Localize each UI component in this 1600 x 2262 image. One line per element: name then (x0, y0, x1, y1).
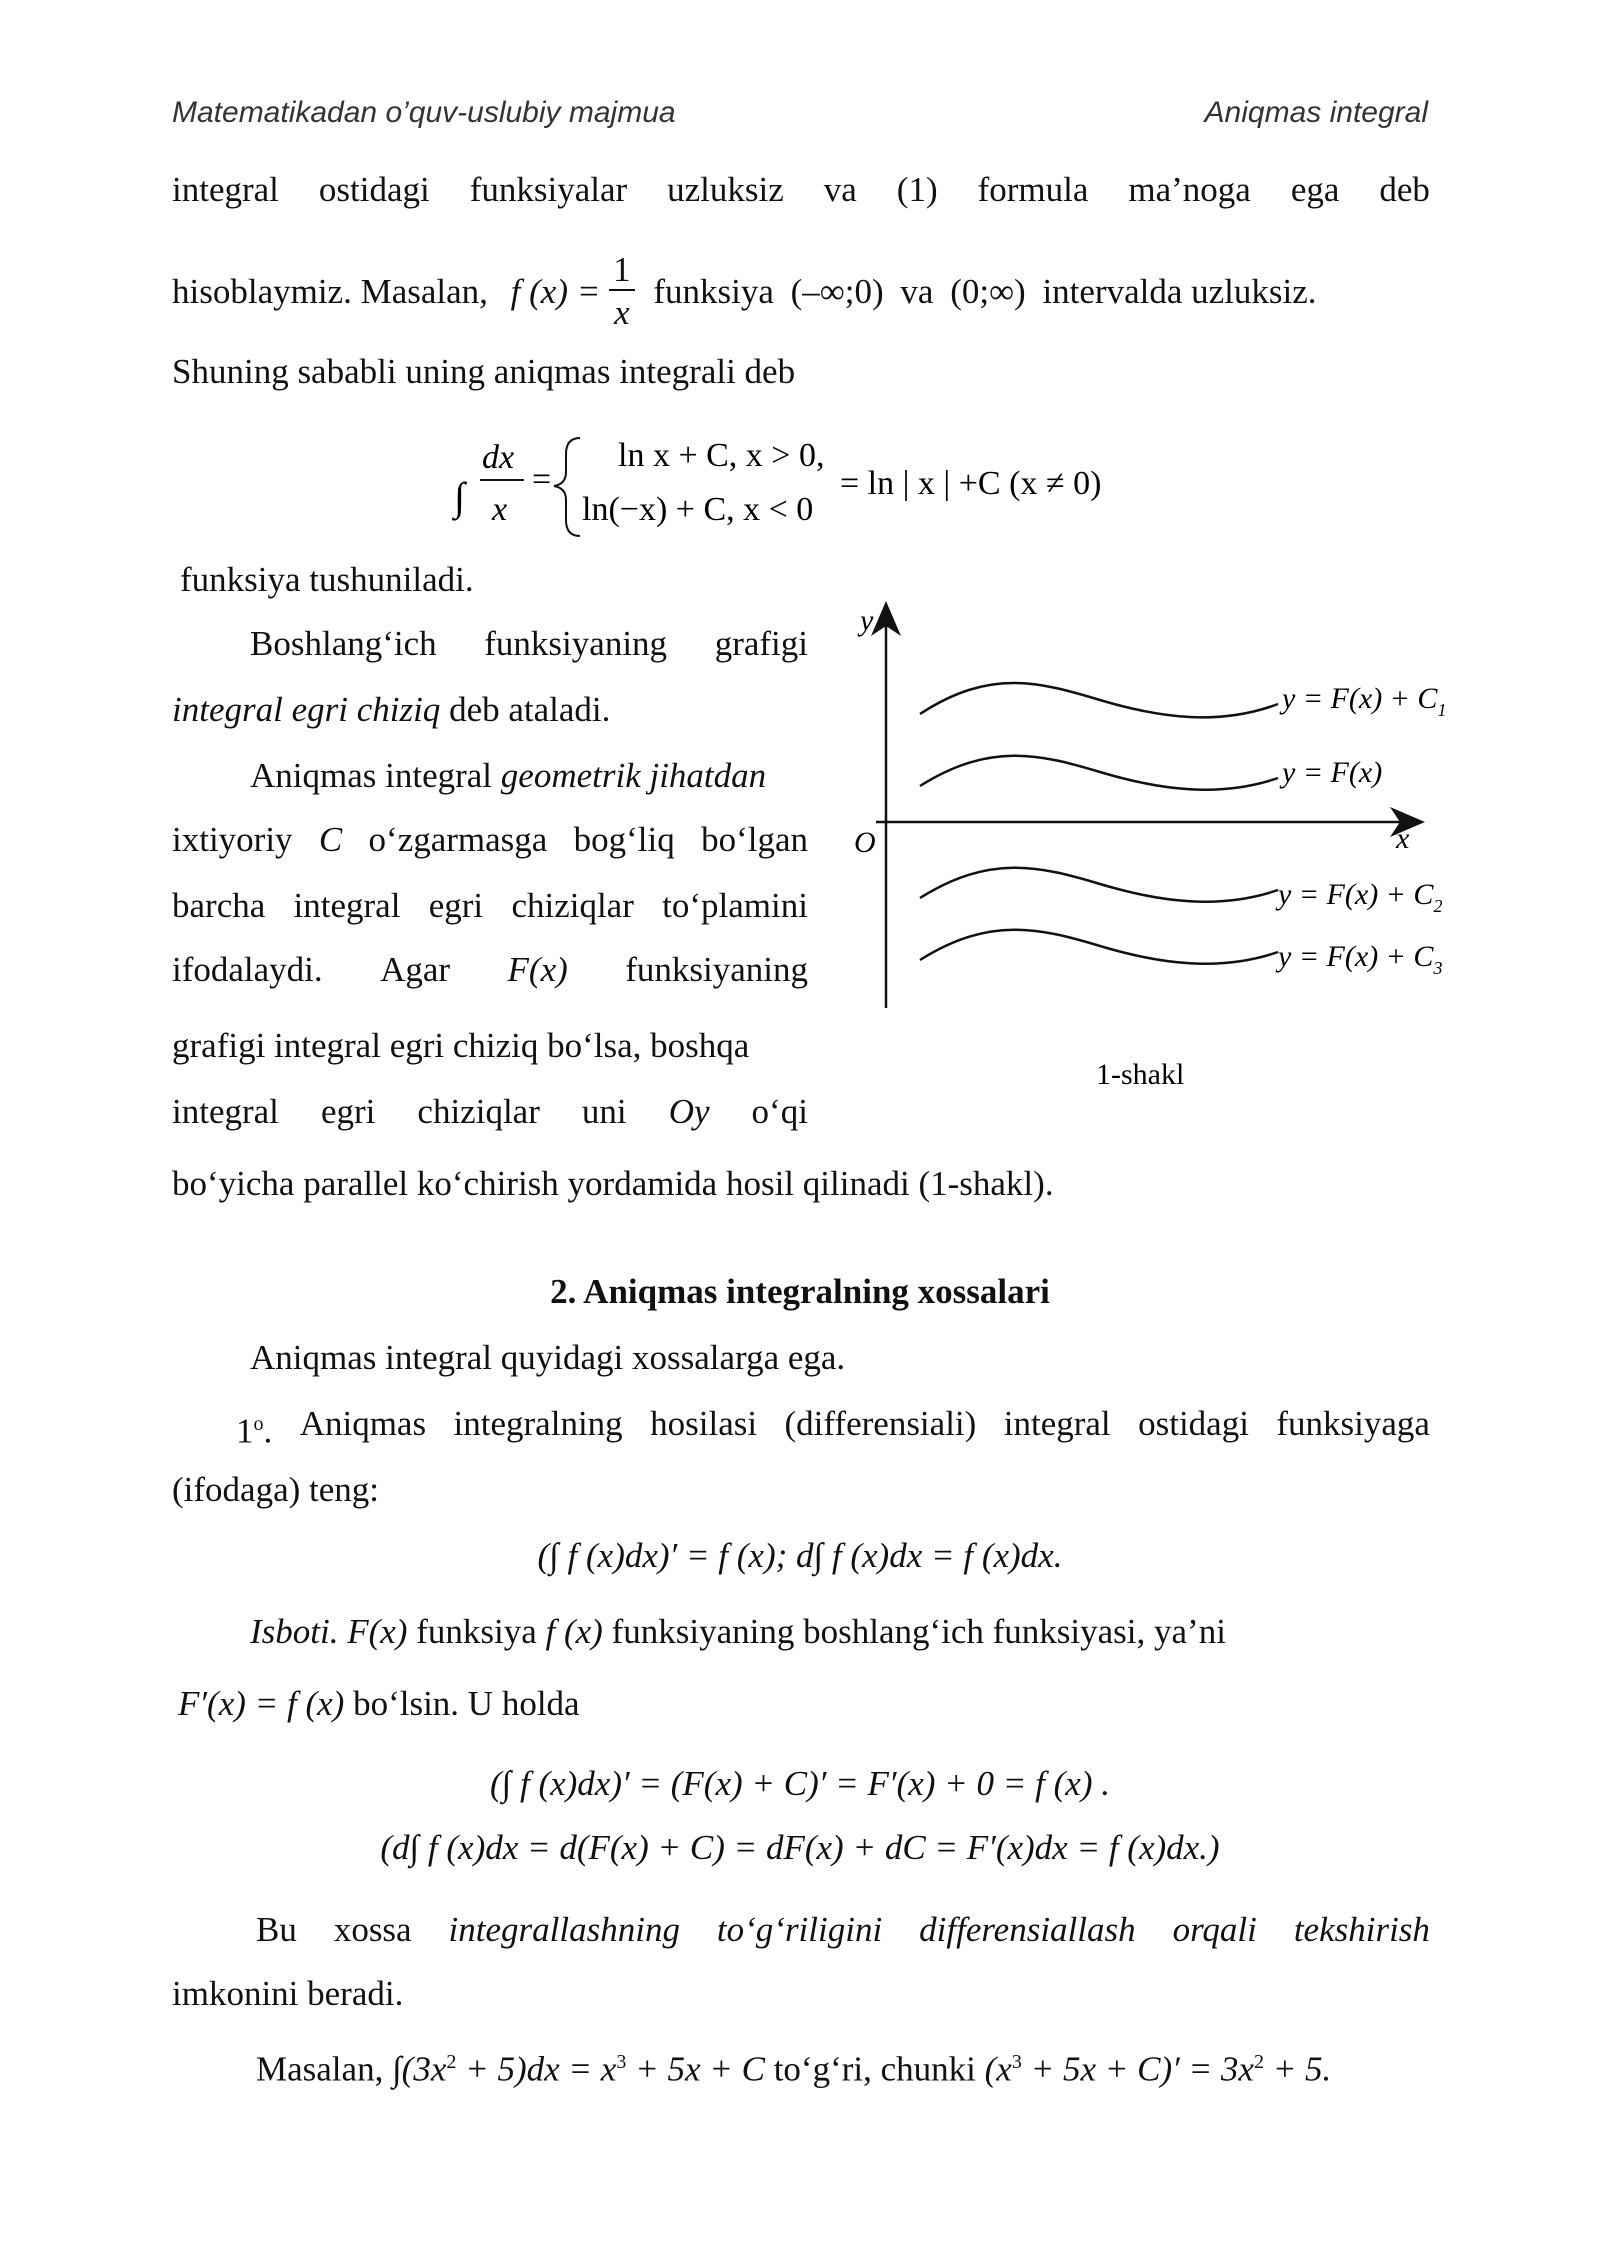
paragraph-line: Bu xossa integrallashning to‘g‘riligini differensiallash orqali tekshirish (256, 1910, 1430, 1949)
running-header-right: Aniqmas integral (1204, 96, 1428, 129)
figure-caption: 1-shakl (1096, 1058, 1185, 1091)
paragraph-line: 1$^o$. Aniqmas integralning hosilasi (differensiali) integral ostidagi funksiyaga (236, 1404, 1430, 1451)
paragraph-line: grafigi integral egri chiziq bo‘lsa, boshqa (172, 1026, 750, 1065)
paragraph-line: funksiya tushuniladi. (180, 560, 474, 599)
curve-label-f: y = F(x) (1282, 756, 1383, 789)
curve-c1 (920, 683, 1278, 717)
paragraph-line: barcha integral egri chiziqlar to‘plamini (172, 886, 808, 925)
curve-label-c2: $y = F(x) + C_2$ (1278, 878, 1443, 916)
y-axis-label: y (860, 604, 874, 637)
paragraph-line: integral ostidagi funksiyalar uzluksiz va (1) formula ma’noga ega deb (172, 170, 1430, 209)
curve-label-c1: $y = F(x) + C_1$ (1282, 682, 1447, 720)
paragraph-line: hisoblaymiz. Masalan, f (x) = $\frac{1}{x}$ funksiya (–∞;0) va (0;∞) intervalda uzluksiz. (172, 250, 1317, 332)
svg-text:∫: ∫ (454, 474, 465, 519)
paragraph-line: ixtiyoriy C o‘zgarmasga bog‘liq bo‘lgan (172, 820, 808, 859)
paragraph-line: Shuning sababli uning aniqmas integrali deb (172, 352, 796, 391)
paragraph-line: imkonini beradi. (172, 1974, 404, 2013)
section-heading: 2. Aniqmas integralning xossalari (550, 1272, 1050, 1311)
formula-property-1: (∫ f (x)dx)′ = f (x); d∫ f (x)dx = f (x)dx. (537, 1536, 1063, 1575)
curve-c3 (920, 930, 1278, 964)
figure-integral-curves (840, 596, 1447, 1116)
paragraph-line: integral egri chiziq deb ataladi. (172, 690, 611, 729)
paragraph-line: F′(x) = f (x) bo‘lsin. U holda (178, 1684, 580, 1723)
curve-c2 (920, 868, 1278, 902)
paragraph-line: (ifodaga) teng: (172, 1470, 379, 1509)
paragraph-line: Aniqmas integral quyidagi xossalarga ega. (250, 1338, 846, 1377)
svg-text:dx: dx (482, 439, 515, 476)
svg-text:ln(−x) + C, x < 0: ln(−x) + C, x < 0 (582, 491, 814, 528)
svg-text:=: = (532, 461, 552, 498)
curve-label-c3: $y = F(x) + C_3$ (1278, 940, 1443, 978)
paragraph-line: integral egri chiziqlar uni Oy o‘qi (172, 1092, 808, 1131)
paragraph-line: ifodalaydi. Agar F(x) funksiyaning (172, 950, 808, 989)
paragraph-line: Aniqmas integral geometrik jihatdan (250, 756, 767, 795)
fraction-one-over-x: $\frac{1}{x}$ (609, 252, 635, 330)
formula-proof-b: (d∫ f (x)dx = d(F(x) + C) = dF(x) + dC = F′(x)dx = f (x)dx.) (380, 1828, 1220, 1867)
svg-text:= ln | x | +C (x ≠ 0): = ln | x | +C (x ≠ 0) (840, 465, 1102, 502)
svg-text:ln x + C, x > 0,: ln x + C, x > 0, (618, 437, 825, 474)
paragraph-line: Boshlang‘ich funksiyaning grafigi (250, 624, 808, 663)
formula-integral-dx-over-x (440, 428, 1200, 548)
paragraph-line: Masalan, $\int(3x^2 + 5)dx = x^3 + 5x + C$ to‘g‘ri, chunki $(x^3 + 5x + C)' = 3x^2 + 5$. (256, 2049, 1332, 2089)
paragraph-line: bo‘yicha parallel ko‘chirish yordamida hosil qilinadi (1-shakl). (172, 1164, 1054, 1203)
origin-label: O (854, 826, 876, 859)
formula-proof-a: (∫ f (x)dx)′ = (F(x) + C)′ = F′(x) + 0 = f (x) . (490, 1764, 1110, 1803)
curve-f (920, 756, 1278, 790)
paragraph-line: Isboti. F(x) funksiya f (x) funksiyaning boshlang‘ich funksiyasi, ya’ni (250, 1612, 1226, 1651)
x-axis-label: x (1396, 822, 1410, 855)
running-header-left: Matematikadan o’quv-uslubiy majmua (172, 96, 676, 129)
svg-text:x: x (492, 491, 508, 528)
